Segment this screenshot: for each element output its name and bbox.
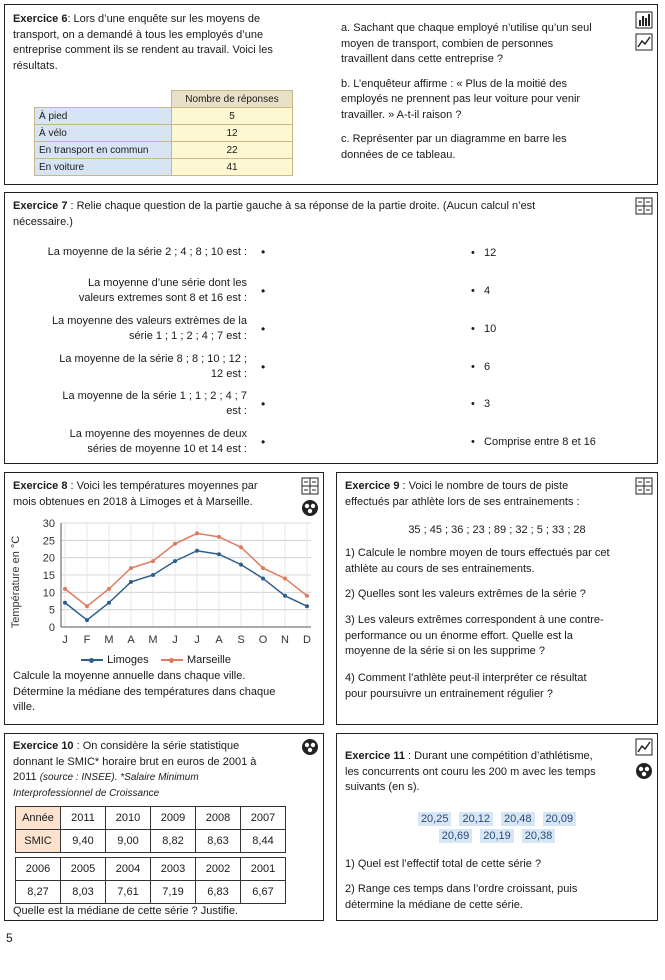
y-tick-label: 10	[42, 587, 55, 600]
ex7-answer-6: • Comprise entre 8 et 16	[471, 436, 596, 448]
data-point-marseille	[107, 587, 111, 591]
x-tick-label: A	[127, 634, 135, 646]
ex11-intro: Exercice 11 : Durant une compétition d’athlétisme, les concurrents ont couru les 200 m avec les temps suivants (en s).	[345, 750, 596, 793]
y-tick-label: 15	[42, 570, 55, 582]
table-icon	[635, 477, 653, 495]
ex9-data: 35 ; 45 ; 36 ; 23 ; 89 ; 32 ; 5 ; 33 ; 28	[408, 524, 586, 536]
legend-limoges: Limoges	[107, 654, 149, 666]
data-point-limoges	[173, 559, 177, 563]
table-row: En voiture 41	[35, 159, 293, 176]
x-tick-label: A	[215, 634, 223, 646]
data-point-marseille	[283, 576, 287, 580]
ex6-intro: Exercice 6: Lors d’une enquête sur les moyens de transport, on a demandé à tous les employés d’une entreprise comment ils se rendent au travail. Voici les résultats.	[13, 13, 273, 72]
table-row: 8,27 8,03 7,61 7,19 6,83 6,67	[16, 881, 286, 904]
table-row: SMIC 9,40 9,00 8,82 8,63 8,44	[16, 830, 286, 853]
data-point-limoges	[283, 594, 287, 598]
x-tick-label: D	[303, 634, 311, 646]
ex7-question-3: La moyenne des valeurs extrèmes de la série 1 ; 1 ; 2 ; 4 ; 7 est :	[51, 315, 247, 342]
network-icon	[301, 499, 319, 517]
ex7-question-4: La moyenne de la série 8 ; 8 ; 10 ; 12 ; 12 est :	[59, 353, 247, 380]
data-point-marseille	[217, 535, 221, 539]
ex9-intro: Exercice 9 : Voici le nombre de tours de piste effectués par athlète lors de ses entrainements :	[345, 480, 580, 508]
left-dot[interactable]: •	[261, 322, 266, 336]
y-tick-label: 5	[48, 604, 55, 617]
ex7-answer-2: • 4	[471, 285, 491, 297]
line-chart-icon	[635, 738, 653, 756]
left-dot[interactable]: •	[261, 435, 266, 449]
data-point-marseille	[261, 566, 265, 570]
x-tick-label: J	[172, 634, 178, 646]
data-point-limoges	[217, 552, 221, 556]
network-icon	[635, 762, 653, 780]
ex7-question-1: La moyenne de la série 2 ; 4 ; 8 ; 10 est :	[47, 246, 247, 258]
smic-table-1	[15, 806, 286, 853]
line-chart-icon	[635, 33, 653, 51]
page-number: 5	[6, 931, 13, 945]
ex7-answer-1: • 12	[471, 247, 497, 259]
bar-chart-icon	[635, 11, 653, 29]
y-tick-label: 0	[48, 622, 55, 634]
ex10-title: Exercice 10	[13, 740, 74, 752]
x-tick-label: M	[148, 634, 158, 646]
y-axis-label: Température en °C	[10, 535, 22, 629]
data-point-marseille	[63, 587, 67, 591]
data-point-marseille	[129, 566, 133, 570]
data-point-limoges	[85, 618, 89, 622]
data-point-limoges	[239, 563, 243, 567]
ex6-title: Exercice 6	[13, 13, 68, 25]
y-tick-label: 25	[42, 535, 55, 548]
ex8-intro: Exercice 8 : Voici les températures moyennes par mois obtenues en 2018 à Limoges et à Marseille.	[13, 480, 258, 508]
ex9-q1: 1) Calcule le nombre moyen de tours effectués par cet athlète au cours de ses entrainements.	[345, 547, 610, 575]
data-point-marseille	[195, 531, 199, 535]
left-dot[interactable]: •	[261, 245, 266, 259]
table-row: Année 2011 2010 2009 2008 2007	[16, 807, 286, 830]
x-tick-label: S	[237, 634, 245, 646]
ex7-answer-3: • 10	[471, 323, 497, 335]
ex8-questions: Calcule la moyenne annuelle dans chaque ville. Détermine la médiane des températures dans chaque ville.	[13, 670, 276, 713]
x-tick-label: M	[104, 634, 114, 646]
data-point-limoges	[129, 580, 133, 584]
table-row: À vélo 12	[35, 125, 293, 142]
data-point-limoges	[305, 604, 309, 608]
legend-marseille: Marseille	[186, 654, 231, 666]
ex6-table: Nombre de réponses À pied 5 À vélo 12 En transport en commun 22 En voiture 41	[34, 90, 293, 176]
table-icon	[635, 197, 653, 215]
ex11-times-row-2: 20,69 20,19 20,38	[337, 829, 657, 845]
ex11-q1: 1) Quel est l’effectif total de cette série ?	[345, 858, 542, 870]
ex8-title: Exercice 8	[13, 480, 68, 492]
exercise-11	[336, 733, 658, 921]
left-dot[interactable]: •	[261, 360, 266, 374]
data-point-limoges	[195, 549, 199, 553]
data-point-marseille	[173, 542, 177, 546]
y-tick-label: 30	[42, 518, 55, 530]
series-line-marseille	[65, 533, 307, 606]
ex11-times-row-1: 20,25 20,12 20,48 20,09	[337, 812, 657, 828]
ex7-question-2: La moyenne d’une série dont les valeurs extremes sont 8 et 16 est :	[78, 277, 247, 304]
chart-legend	[81, 653, 281, 669]
ex10-intro: Exercice 10 : On considère la série statistique donnant le SMIC* horaire brut en euros de 2001 à 2011 (source : INSEE). *Salaire Minimum Interprofessionnel de Croissance	[13, 740, 257, 799]
exercise-6	[4, 4, 658, 185]
ex9-q4: 4) Comment l’athlète peut-il interpréter ce résultat pour poursuivre un entrainement régulier ?	[345, 672, 587, 700]
ex11-title: Exercice 11	[345, 750, 405, 762]
left-dot[interactable]: •	[261, 284, 266, 298]
table-icon	[301, 477, 319, 495]
exercise-9	[336, 472, 658, 725]
x-tick-label: N	[281, 634, 289, 646]
data-point-limoges	[107, 601, 111, 605]
data-point-marseille	[151, 559, 155, 563]
data-point-marseille	[239, 545, 243, 549]
ex11-q2: 2) Range ces temps dans l’ordre croissant, puis détermine la médiane de cette série.	[345, 883, 578, 911]
exercise-7	[4, 192, 658, 464]
table-row: En transport en commun 22	[35, 142, 293, 159]
x-tick-label: F	[83, 634, 91, 646]
ex9-q3: 3) Les valeurs extrêmes correspondent à une contre- performance ou un énorme effort. Quelle est la moyenne de la série si on les supprime ?	[345, 614, 604, 657]
temperature-chart	[5, 517, 323, 667]
x-tick-label: J	[62, 634, 68, 646]
ex6-questions: a. Sachant que chaque employé n’utilise qu’un seul moyen de transport, combien de personnes travaillent dans cette entreprise ? b. L’enquêteur affirme : « Plus de la moitié des employés ne prennent pas leur voiture pour venir travailler. » A-t-il raison ? c. Représenter par un diagramme en barre les données de ce tableau.	[341, 22, 592, 161]
data-point-marseille	[85, 604, 89, 608]
x-tick-label: J	[194, 634, 200, 646]
data-point-marseille	[305, 594, 309, 598]
y-tick-label: 20	[42, 552, 55, 565]
ex7-intro: Exercice 7 : Relie chaque question de la partie gauche à sa réponse de la partie droite. (Aucun calcul n’est nécessaire.)	[13, 200, 536, 228]
ex9-title: Exercice 9	[345, 480, 400, 492]
table-row: À pied 5	[35, 108, 293, 125]
ex7-title: Exercice 7	[13, 200, 68, 212]
data-point-limoges	[261, 576, 265, 580]
data-point-limoges	[151, 573, 155, 577]
ex7-answer-4: • 6	[471, 361, 491, 373]
ex7-question-6: La moyenne des moyennes de deux séries de moyenne 10 et 14 est :	[69, 428, 247, 455]
ex10-question: Quelle est la médiane de cette série ? Justifie.	[13, 905, 239, 917]
exercise-10	[4, 733, 324, 921]
x-tick-label: O	[258, 634, 268, 646]
smic-table-2	[15, 857, 286, 904]
table-row: 2006 2005 2004 2003 2002 2001	[16, 858, 286, 881]
network-icon	[301, 738, 319, 756]
ex9-q2: 2) Quelles sont les valeurs extrêmes de la série ?	[345, 588, 586, 600]
ex7-question-5: La moyenne de la série 1 ; 1 ; 2 ; 4 ; 7 est :	[62, 390, 247, 417]
data-point-limoges	[63, 601, 67, 605]
exercise-8	[4, 472, 324, 725]
left-dot[interactable]: •	[261, 397, 266, 411]
ex7-answer-5: • 3	[471, 398, 491, 410]
